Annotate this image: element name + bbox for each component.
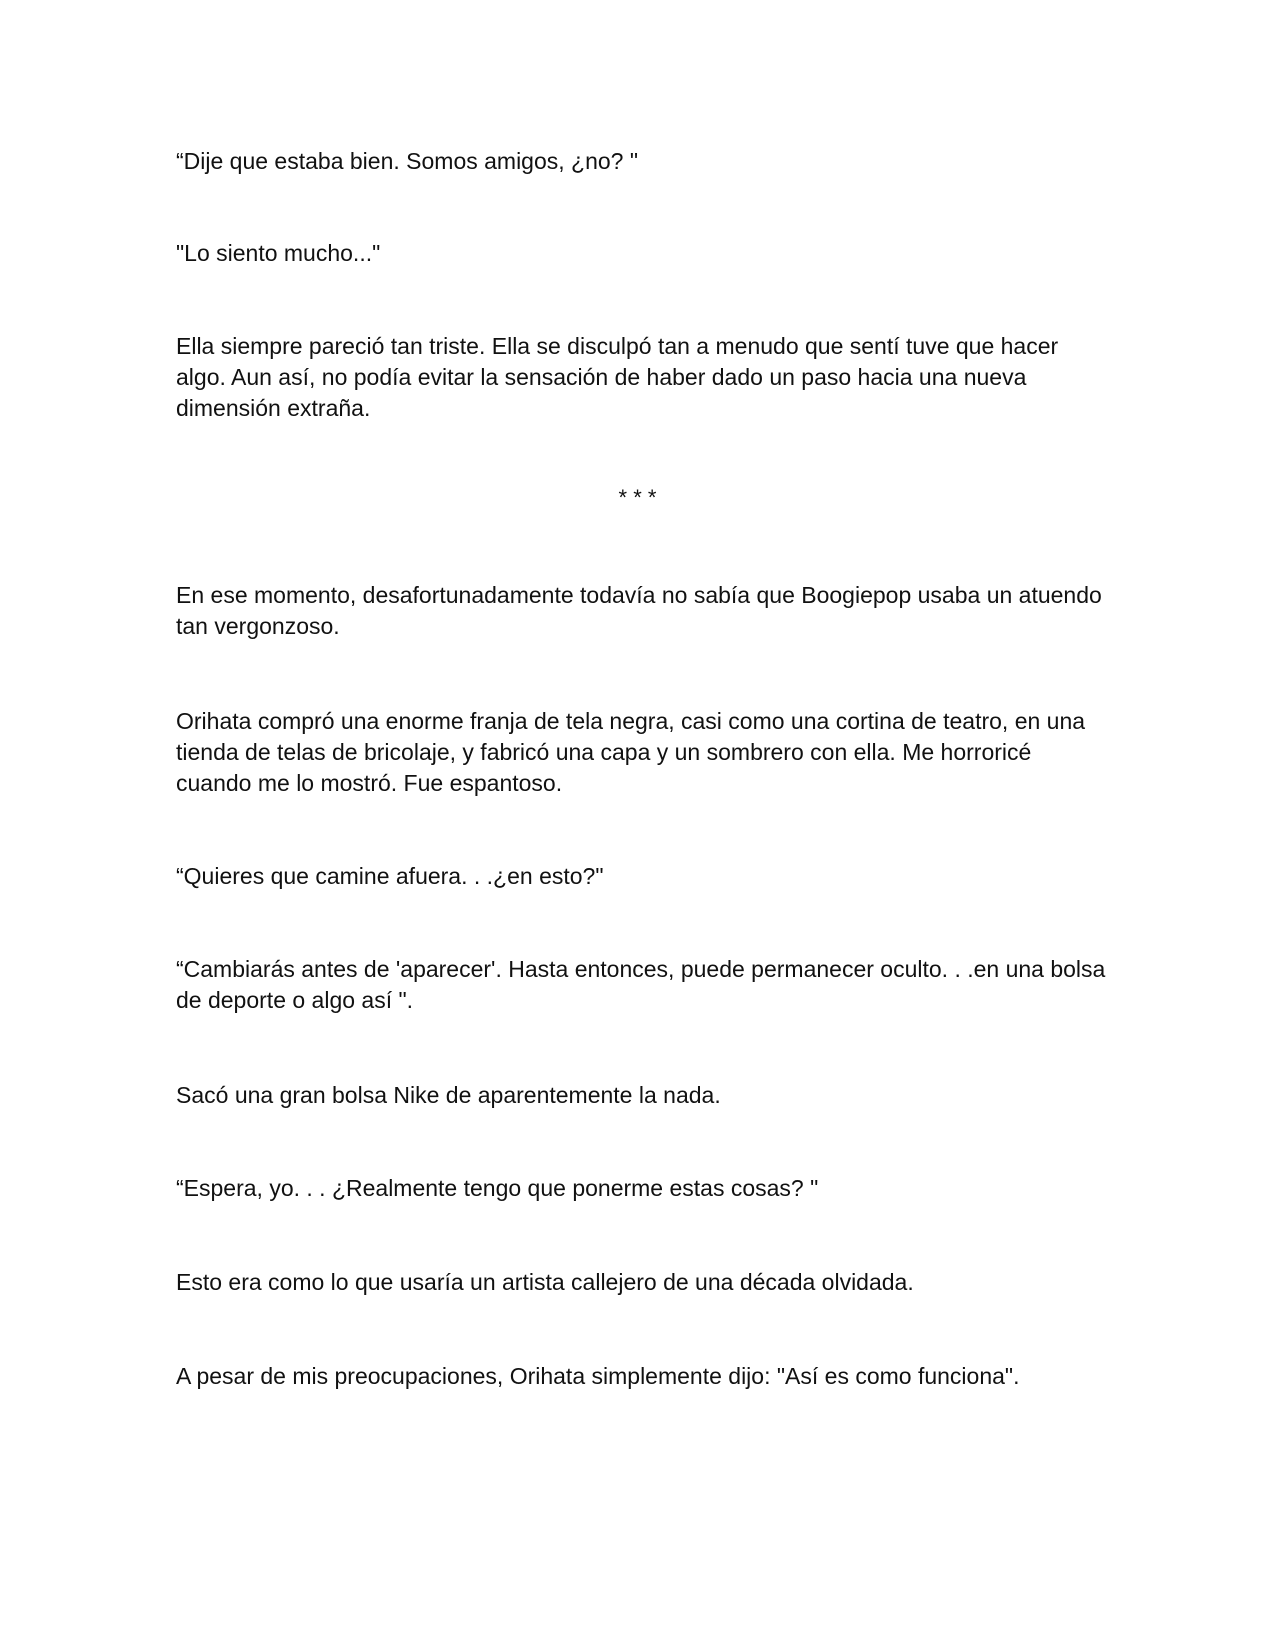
- paragraph-narration-2: En ese momento, desafortunadamente todavía no sabía que Boogiepop usaba un atuendo tan vergonzoso.: [176, 582, 1102, 639]
- paragraph-narration-6: A pesar de mis preocupaciones, Orihata simplemente dijo: "Así es como funciona".: [176, 1363, 1020, 1389]
- paragraph-dialogue-1: “Dije que estaba bien. Somos amigos, ¿no? ": [176, 148, 639, 174]
- paragraph-dialogue-2: "Lo siento mucho...": [176, 240, 381, 266]
- paragraph-dialogue-3: “Quieres que camine afuera. . .¿en esto?": [176, 863, 604, 889]
- scene-break: * * *: [618, 485, 657, 510]
- paragraph-dialogue-5: “Espera, yo. . . ¿Realmente tengo que ponerme estas cosas? ": [176, 1175, 819, 1201]
- paragraph-narration-5: Esto era como lo que usaría un artista callejero de una década olvidada.: [176, 1269, 914, 1295]
- paragraph-narration-3: Orihata compró una enorme franja de tela negra, casi como una cortina de teatro, en una tienda de telas de bricolaje, y fabricó una capa y un sombrero con ella. Me horroricé cuando me lo mostró. Fue espantoso.: [176, 708, 1086, 796]
- paragraph-narration-4: Sacó una gran bolsa Nike de aparentemente la nada.: [176, 1082, 721, 1108]
- paragraph-narration-1: Ella siempre pareció tan triste. Ella se disculpó tan a menudo que sentí tuve que hacer algo. Aun así, no podía evitar la sensación de haber dado un paso hacia una nueva dimensión extraña.: [176, 333, 1059, 421]
- paragraph-dialogue-4: “Cambiarás antes de 'aparecer'. Hasta entonces, puede permanecer oculto. . .en una bolsa de deporte o algo así ".: [176, 956, 1106, 1013]
